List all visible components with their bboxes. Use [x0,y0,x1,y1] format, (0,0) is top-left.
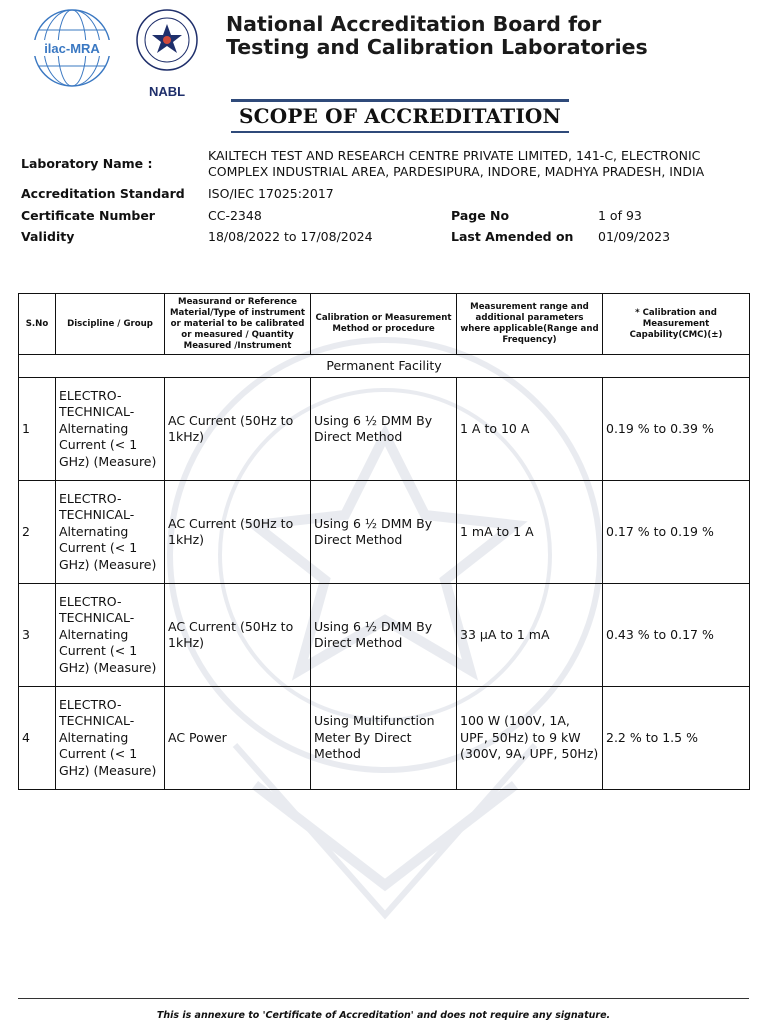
table-row [19,481,750,584]
table-row [19,687,750,790]
row-sno: 3 [19,584,56,687]
row-measurand: AC Current (50Hz to 1kHz) [165,584,311,687]
org-title-line1: National Accreditation Board for [226,12,602,36]
ilac-logo-text: ilac-MRA [44,41,100,56]
lab-name-label: Laboratory Name : [21,156,153,171]
row-discipline: ELECTRO-TECHNICAL-Alternating Current (< 1 GHz) (Measure) [56,481,165,584]
row-measurand: AC Current (50Hz to 1kHz) [165,481,311,584]
row-method: Using 6 ½ DMM By Direct Method [311,584,457,687]
footer-note: This is annexure to 'Certificate of Accreditation' and does not require any signature. [156,1010,611,1021]
header-cmc: * Calibration and Measurement Capability(CMC)(±) [603,294,750,355]
row-sno: 4 [19,687,56,790]
row-range: 100 W (100V, 1A, UPF, 50Hz) to 9 kW (300V, 9A, UPF, 50Hz) [457,687,603,790]
row-method: Using 6 ½ DMM By Direct Method [311,378,457,481]
org-title-line2: Testing and Calibration Laboratories [226,35,648,59]
row-sno: 2 [19,481,56,584]
standard-value: ISO/IEC 17025:2017 [208,186,334,201]
validity-value: 18/08/2022 to 17/08/2024 [208,229,373,244]
page-value: 1 of 93 [598,208,642,223]
row-cmc: 0.17 % to 0.19 % [603,481,750,584]
row-discipline: ELECTRO-TECHNICAL-Alternating Current (< 1 GHz) (Measure) [56,687,165,790]
row-discipline: ELECTRO-TECHNICAL-Alternating Current (< 1 GHz) (Measure) [56,378,165,481]
facility-row [19,355,750,378]
row-method: Using Multifunction Meter By Direct Method [311,687,457,790]
row-discipline: ELECTRO-TECHNICAL-Alternating Current (< 1 GHz) (Measure) [56,584,165,687]
header-measurand: Measurand or Reference Material/Type of instrument or material to be calibrated or measured / Quantity Measured /Instrument [165,294,311,355]
table-row [19,584,750,687]
row-cmc: 0.43 % to 0.17 % [603,584,750,687]
scope-title-rule-bottom [231,131,569,133]
organization-title [226,13,746,59]
header-method: Calibration or Measurement Method or procedure [311,294,457,355]
scope-title: SCOPE OF ACCREDITATION [238,104,562,128]
amended-value: 01/09/2023 [598,229,671,244]
row-sno: 1 [19,378,56,481]
row-cmc: 2.2 % to 1.5 % [603,687,750,790]
row-cmc: 0.19 % to 0.39 % [603,378,750,481]
amended-label: Last Amended on [451,229,574,244]
footer-rule [18,998,749,999]
certificate-value: CC-2348 [208,208,262,223]
certificate-label: Certificate Number [21,208,155,223]
validity-label: Validity [21,229,75,244]
row-measurand: AC Power [165,687,311,790]
scope-table [18,293,750,790]
facility-label: Permanent Facility [19,355,750,378]
nabl-logo [132,8,202,98]
page-label: Page No [451,208,510,223]
lab-name-line1: KAILTECH TEST AND RESEARCH CENTRE PRIVATE LIMITED, 141-C, ELECTRONIC [208,148,701,163]
row-range: 33 µA to 1 mA [457,584,603,687]
row-measurand: AC Current (50Hz to 1kHz) [165,378,311,481]
header-discipline: Discipline / Group [56,294,165,355]
table-header-row [19,294,750,355]
row-range: 1 A to 10 A [457,378,603,481]
standard-label: Accreditation Standard [21,186,185,201]
table-row [19,378,750,481]
ilac-mra-logo [30,8,114,88]
header-sno: S.No [19,294,56,355]
lab-name-line2: COMPLEX INDUSTRIAL AREA, PARDESIPURA, INDORE, MADHYA PRADESH, INDIA [208,164,705,179]
row-method: Using 6 ½ DMM By Direct Method [311,481,457,584]
row-range: 1 mA to 1 A [457,481,603,584]
header-range: Measurement range and additional parameters where applicable(Range and Frequency) [457,294,603,355]
nabl-logo-text: NABL [148,84,186,98]
